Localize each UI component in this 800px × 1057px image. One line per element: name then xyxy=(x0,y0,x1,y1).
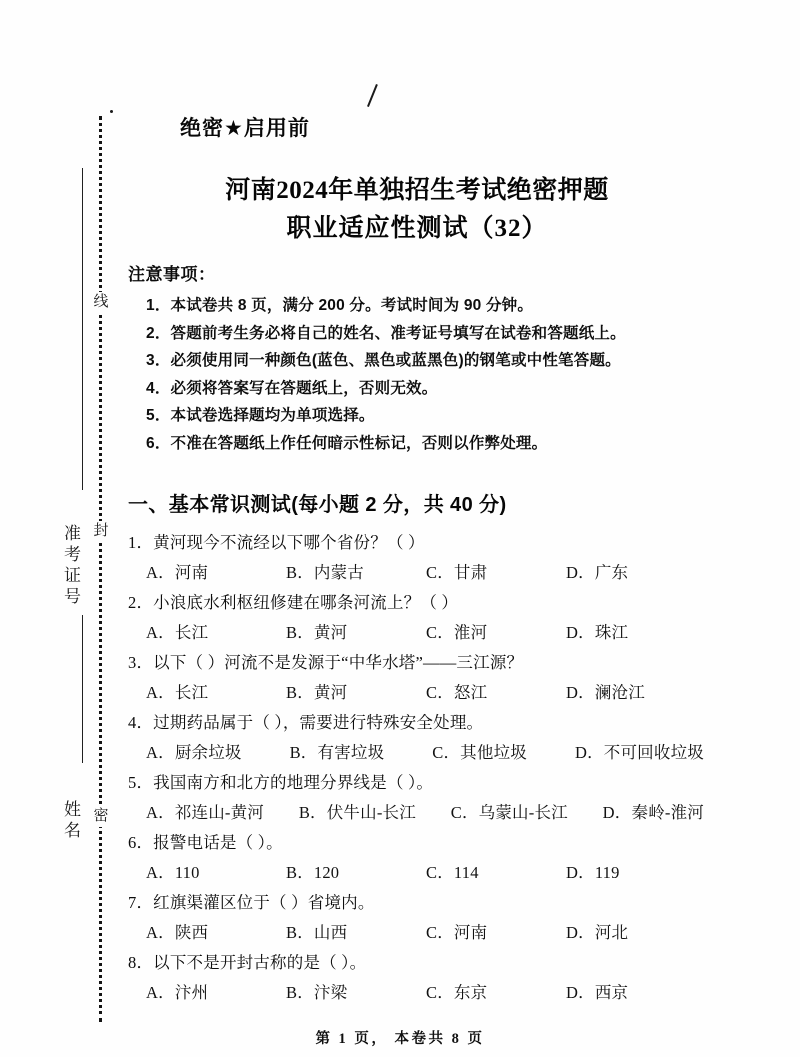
option-choice[interactable]: C．东京 xyxy=(426,983,488,1002)
option-choice[interactable]: A．厨余垃圾 xyxy=(146,743,242,762)
question-stem: 8．以下不是开封古称的是（ ）。 xyxy=(128,953,367,972)
option-choice[interactable]: A．长江 xyxy=(146,683,209,702)
option-choice[interactable]: C．河南 xyxy=(426,923,488,942)
question-list xyxy=(128,528,706,1008)
scan-speck xyxy=(110,110,113,113)
option-choice[interactable]: A．祁连山-黄河 xyxy=(146,803,265,822)
question-block xyxy=(128,828,706,888)
seal-dotted-line xyxy=(99,116,102,1022)
question-stem: 1．黄河现今不流经以下哪个省份？（ ） xyxy=(128,533,425,552)
question-options xyxy=(128,678,706,708)
question-stem: 3．以下（ ）河流不是发源于“中华水塔”——三江源？ xyxy=(128,653,524,672)
option-choice[interactable]: B．内蒙古 xyxy=(286,563,365,582)
page-footer: 第 1 页， 本卷共 8 页 xyxy=(315,1031,485,1047)
notice-item: 5．本试卷选择题均为单项选择。 xyxy=(146,407,375,424)
option-choice[interactable]: D．广东 xyxy=(566,563,629,582)
question-options xyxy=(128,798,706,828)
option-choice[interactable]: B．有害垃圾 xyxy=(289,743,385,762)
question-block xyxy=(128,648,706,708)
question-block xyxy=(128,708,706,768)
name-label: 姓名 xyxy=(61,800,80,842)
option-choice[interactable]: D．西京 xyxy=(566,983,629,1002)
name-rule xyxy=(82,615,83,763)
option-choice[interactable]: C．114 xyxy=(426,863,479,882)
section-heading: 一、基本常识测试(每小题 2 分，共 40 分) xyxy=(128,494,507,516)
notice-item: 6．不准在答题纸上作任何暗示性标记，否则以作弊处理。 xyxy=(146,434,548,452)
seal-margin xyxy=(0,0,120,1057)
question-options xyxy=(128,558,706,588)
question-block xyxy=(128,888,706,948)
question-stem: 6．报警电话是（ ）。 xyxy=(128,833,283,852)
option-choice[interactable]: C．甘肃 xyxy=(426,563,488,582)
option-choice[interactable]: C．淮河 xyxy=(426,623,488,642)
option-choice[interactable]: A．陕西 xyxy=(146,923,209,942)
seal-char-secret: 密 xyxy=(90,806,112,827)
option-choice[interactable]: A．110 xyxy=(146,863,200,882)
exam-number-rule xyxy=(82,168,83,490)
question-stem: 5．我国南方和北方的地理分界线是（ ）。 xyxy=(128,773,434,792)
option-choice[interactable]: D．澜沧江 xyxy=(566,683,645,702)
question-options xyxy=(128,978,706,1008)
secret-header: 绝密★启用前 xyxy=(180,117,310,140)
option-choice[interactable]: B．黄河 xyxy=(286,623,348,642)
notice-item: 4．必须将答案写在答题纸上，否则无效。 xyxy=(146,379,438,397)
question-block xyxy=(128,948,706,1008)
question-block xyxy=(128,588,706,648)
page-title xyxy=(128,172,706,248)
question-block xyxy=(128,528,706,588)
notice-item: 1．本试卷共 8 页，满分 200 分。考试时间为 90 分钟。 xyxy=(146,297,534,314)
exam-number-label: 准考证号 xyxy=(61,524,80,608)
option-choice[interactable]: C．乌蒙山-长江 xyxy=(450,803,568,822)
option-choice[interactable]: D．119 xyxy=(566,863,620,882)
notice-item: 3．必须使用同一种颜色(蓝色、黑色或蓝黑色)的钢笔或中性笔答题。 xyxy=(146,352,621,369)
seal-char-line: 线 xyxy=(90,292,112,313)
title-line-2: 职业适应性测试（32） xyxy=(286,215,548,242)
question-options xyxy=(128,738,706,768)
question-block xyxy=(128,768,706,828)
question-stem: 2．小浪底水利枢纽修建在哪条河流上？（ ） xyxy=(128,593,459,612)
notice-list xyxy=(146,292,706,457)
option-choice[interactable]: B．黄河 xyxy=(286,683,348,702)
option-choice[interactable]: A．长江 xyxy=(146,623,209,642)
option-choice[interactable]: A．河南 xyxy=(146,563,209,582)
option-choice[interactable]: D．不可回收垃圾 xyxy=(574,743,704,762)
notice-label: 注意事项： xyxy=(128,265,216,284)
option-choice[interactable]: A．汴州 xyxy=(146,983,209,1002)
option-choice[interactable]: B．山西 xyxy=(286,923,348,942)
option-choice[interactable]: B．120 xyxy=(286,863,340,882)
option-choice[interactable]: D．珠江 xyxy=(566,623,629,642)
title-line-1: 河南2024年单独招生考试绝密押题 xyxy=(225,177,609,204)
option-choice[interactable]: B．伏牛山-长江 xyxy=(298,803,416,822)
option-choice[interactable]: B．汴梁 xyxy=(286,983,348,1002)
question-options xyxy=(128,618,706,648)
option-choice[interactable]: C．怒江 xyxy=(426,683,488,702)
question-stem: 7．红旗渠灌区位于（ ）省境内。 xyxy=(128,893,375,912)
question-options xyxy=(128,918,706,948)
question-options xyxy=(128,858,706,888)
option-choice[interactable]: D．秦岭-淮河 xyxy=(602,803,704,822)
option-choice[interactable]: D．河北 xyxy=(566,923,629,942)
notice-item: 2．答题前考生务必将自己的姓名、准考证号填写在试卷和答题纸上。 xyxy=(146,324,626,342)
seal-char-seal: 封 xyxy=(90,521,112,542)
question-stem: 4．过期药品属于（ ），需要进行特殊安全处理。 xyxy=(128,713,484,732)
scan-artifact-mark xyxy=(367,84,378,107)
option-choice[interactable]: C．其他垃圾 xyxy=(432,743,527,762)
